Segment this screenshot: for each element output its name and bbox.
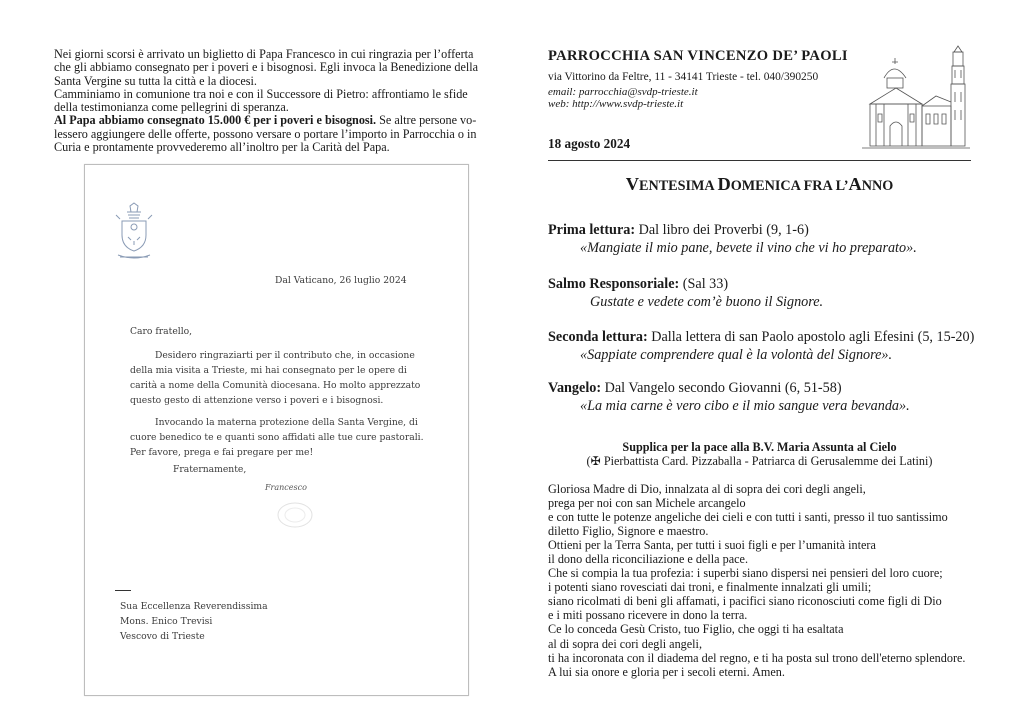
intro-line: Camminiamo in comunione tra noi e con il Successore di Pietro: affrontiamo le sfide [54, 86, 468, 101]
intro-line: che gli abbiamo consegnato per i poveri e i bisognosi. Egli invoca la Benedizione della [54, 60, 479, 75]
title-initial: V [625, 174, 639, 194]
prayer-line: il dono della riconciliazione e della pace. [548, 552, 748, 567]
papal-letter-image [84, 164, 469, 696]
parish-address: via Vittorino da Feltre, 11 - 34141 Trieste - tel. 040/390250 [548, 71, 819, 83]
reading-source: (Sal 33) [679, 276, 729, 292]
letter-line: Invocando la materna protezione della Santa Vergine, di [155, 417, 418, 428]
reading-header-first [548, 222, 809, 239]
reading-source: Dalla lettera di san Paolo apostolo agli Efesini (5, 15-20) [647, 329, 975, 345]
reading-quote: «Mangiate il mio pane, bevete il vino che vi ho preparato». [580, 240, 917, 256]
letter-signature: Francesco [265, 483, 307, 492]
prayer-line: A lui sia onore e gloria per i secoli eterni. Amen. [548, 664, 785, 679]
intro-line: Curia e prontamente provvederemo all’inoltro per la Carità del Papa. [54, 140, 390, 155]
letter-line: carità a nome della Comunità diocesana. Ho molto apprezzato [130, 380, 421, 391]
letter-line: cuore benedico te e quanti sono affidati alle tue cure pastorali. [130, 432, 424, 443]
supplica-title: Supplica per la pace alla B.V. Maria Assunta al Cielo [622, 440, 897, 454]
letter-salutation: Caro fratello, [130, 326, 193, 337]
header-divider [548, 160, 971, 161]
reading-label: Vangelo: [548, 380, 602, 396]
prayer-line: diletto Figlio, Signore e maestro. [548, 524, 709, 539]
reading-source: Dal libro dei Proverbi (9, 1-6) [635, 222, 809, 238]
letter-recipient-line: Vescovo di Trieste [120, 631, 205, 642]
letter-line: questo gesto di attenzione verso i poveri e i bisognosi. [130, 395, 384, 406]
intro-line: Santa Vergine su tutta la città e la diocesi. [54, 73, 257, 88]
prayer-line: Gloriosa Madre di Dio, innalzata al di sopra dei cori degli angeli, [548, 482, 866, 496]
title-initial: A [848, 174, 862, 194]
prayer-line: Ottieni per la Terra Santa, per tutti i suoi figli e per l’umanità intera [548, 538, 876, 553]
intro-line: lessero aggiungere delle offerte, possono versare o portare l’importo in Parrocchia o in [54, 126, 477, 141]
reading-source: Dal Vangelo secondo Giovanni (6, 51-58) [601, 380, 842, 396]
church-illustration-icon [862, 44, 972, 154]
reading-header-gospel [548, 380, 842, 397]
sunday-title [548, 174, 971, 195]
reading-label: Salmo Responsoriale: [548, 276, 680, 292]
prayer-text [548, 482, 965, 679]
reading-label: Seconda lettura: [548, 329, 648, 345]
reading-header-psalm [548, 276, 728, 293]
title-smallcaps: NNO [861, 178, 894, 194]
title-smallcaps: OMENICA FRA L’ [730, 178, 849, 194]
reading-label: Prima lettura: [548, 222, 636, 238]
donation-amount-text: Al Papa abbiamo consegnato 15.000 € per i poveri e bisognosi. [54, 113, 377, 128]
reading-quote: «La mia carne è vero cibo e il mio sangue vera bevanda». [580, 398, 910, 414]
letter-recipient-line: Sua Eccellenza Reverendissima [120, 601, 268, 612]
intro-donation-line [54, 114, 514, 127]
prayer-line: Che si compia la tua profezia: i superbi siano dispersi nei pensieri del loro cuore; [548, 566, 943, 581]
prayer-line: prega per noi con san Michele arcangelo [548, 496, 746, 511]
papal-coat-of-arms-icon [110, 199, 158, 265]
signature-divider [115, 590, 131, 591]
title-smallcaps: ENTESIMA [639, 178, 718, 194]
prayer-line: Ce lo conceda Gesù Cristo, tuo Figlio, che oggi ti ha esaltata [548, 622, 844, 637]
prayer-line: ti ha incoronata con il diadema del regno, e ti ha posta sul trono dell'eterno splendore. [548, 650, 966, 665]
prayer-line: e i miti possano ricevere in dono la terra. [548, 608, 748, 623]
letter-line: della mia visita a Trieste, mi hai consegnato per le opere di [130, 365, 407, 376]
prayer-line: e con tutte le potenze angeliche dei cieli e con tutti i santi, presso il tuo santissimo [548, 510, 948, 525]
prayer-line: al di sopra dei cori degli angeli, [548, 636, 702, 651]
reading-header-second [548, 329, 974, 346]
letter-line: Desidero ringraziarti per il contributo che, in occasione [155, 350, 415, 361]
prayer-line: i potenti siano rovesciati dai troni, e finalmente innalzati gli umili; [548, 580, 872, 595]
intro-line: della testimonianza come pellegrini di speranza. [54, 100, 289, 115]
seal-stamp-icon [275, 500, 315, 530]
parish-email[interactable]: email: parrocchia@svdp-trieste.it [548, 86, 698, 98]
letter-recipient-line: Mons. Enico Trevisi [120, 616, 213, 627]
prayer-line: siano ricolmati di beni gli affamati, i pacifici siano riconosciuti come figli di Dio [548, 594, 942, 609]
letter-line: Per favore, prega e fai pregare per me! [130, 447, 314, 458]
title-initial: D [717, 174, 731, 194]
letter-closing: Fraternamente, [173, 464, 247, 475]
reading-quote: «Sappiate comprendere qual è la volontà del Signore». [580, 347, 893, 363]
intro-line: Nei giorni scorsi è arrivato un biglietto di Papa Francesco in cui ringrazia per l’offerta [54, 47, 474, 61]
intro-after-bold: Se altre persone vo- [376, 113, 477, 128]
bulletin-date: 18 agosto 2024 [548, 136, 631, 151]
supplica-author: (✠ Pierbattista Card. Pizzaballa - Patriarca di Gerusalemme dei Latini) [586, 454, 933, 468]
intro-paragraph [54, 48, 514, 154]
parish-name: PARROCCHIA SAN VINCENZO DE’ PAOLI [548, 48, 848, 64]
reading-quote: Gustate e vedete com’è buono il Signore. [590, 294, 824, 310]
parish-website[interactable]: web: http://www.svdp-trieste.it [548, 98, 684, 110]
letter-place-date: Dal Vaticano, 26 luglio 2024 [275, 275, 407, 286]
